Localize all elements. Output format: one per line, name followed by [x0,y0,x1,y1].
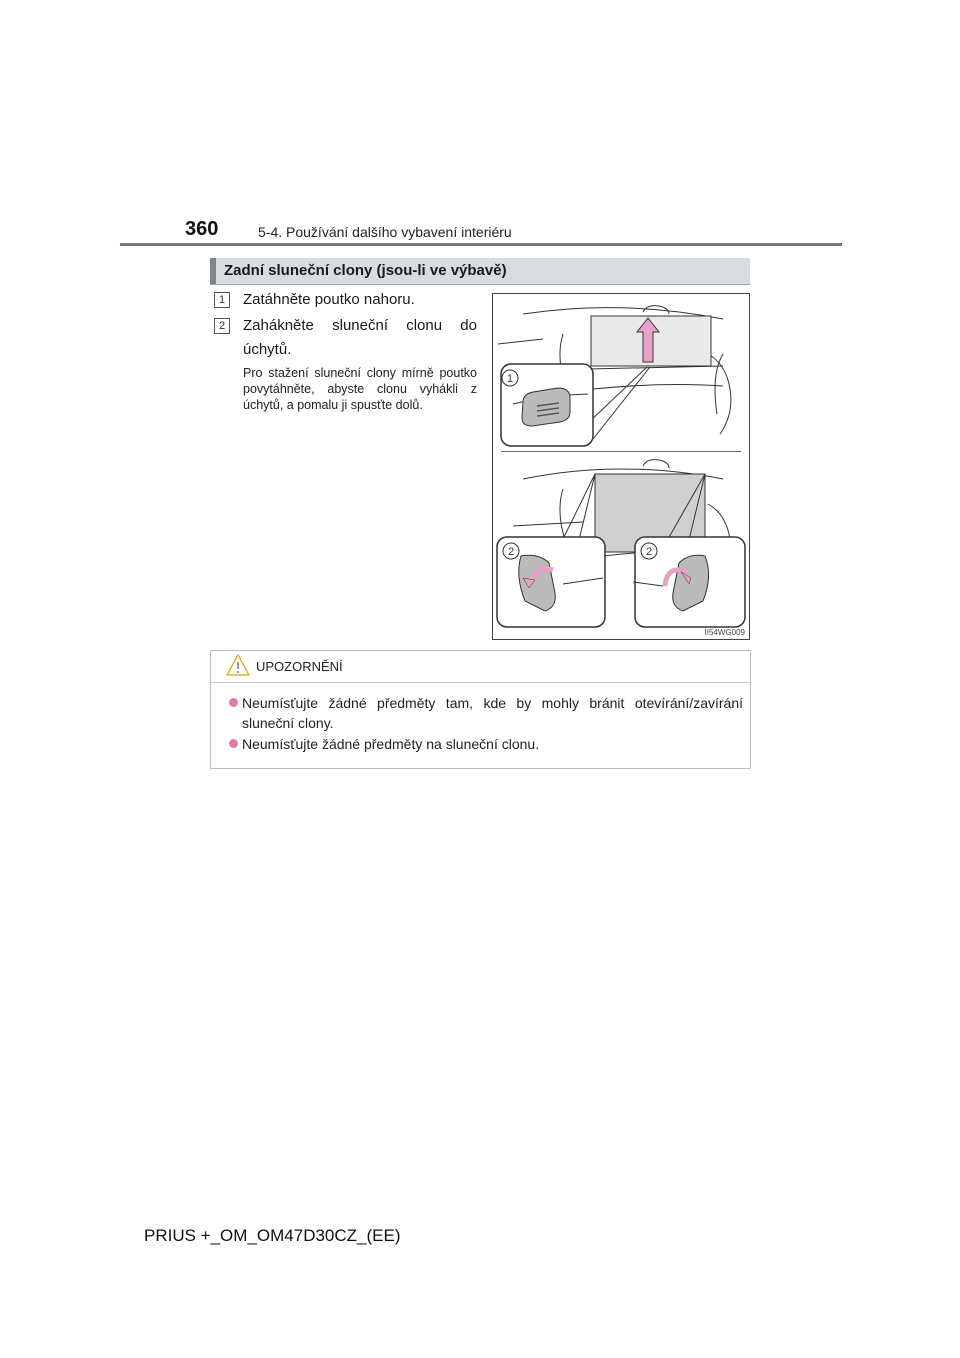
section-underline [210,284,750,285]
svg-text:1: 1 [506,373,514,385]
bullet-icon [229,739,238,748]
svg-text:2: 2 [507,546,515,558]
figure-code: II54WG009 [704,628,745,637]
step-note: Pro stažení sluneční clony mírně poutko povytáhněte, abyste clonu vyhákli z úchytů, a pomalu ji spusťte dolů. [243,366,477,412]
warning-item [229,693,743,733]
warning-triangle-icon [225,653,251,682]
bullet-icon [229,698,238,707]
warning-box [210,650,751,769]
step-number: 1 [214,292,230,308]
warning-item-text: Neumísťujte žádné předměty tam, kde by mohly bránit otevírání/zavírání sluneční clony. [242,695,743,731]
page-number: 360 [185,218,219,240]
section-header [210,258,750,284]
step-text: Zahákněte sluneční clonu do úchytů. [243,317,477,358]
step-text: Zatáhněte poutko nahoru. [243,291,415,308]
sunshade-illustration [493,294,749,639]
illustration [492,293,750,640]
warning-divider [211,682,750,683]
warning-item-text: Neumísťujte žádné předměty na sluneční clonu. [242,736,540,752]
section-title: Zadní sluneční clony (jsou-li ve výbavě) [224,262,507,279]
svg-text:2: 2 [645,546,653,558]
breadcrumb: 5-4. Používání dalšího vybavení interiéru [258,224,512,240]
document-id: PRIUS +_OM_OM47D30CZ_(EE) [144,1226,401,1245]
header-rule [120,243,842,246]
section-accent [210,258,216,284]
step-number: 2 [214,318,230,334]
warning-title: UPOZORNĚNÍ [256,659,343,674]
warning-item [229,734,743,754]
